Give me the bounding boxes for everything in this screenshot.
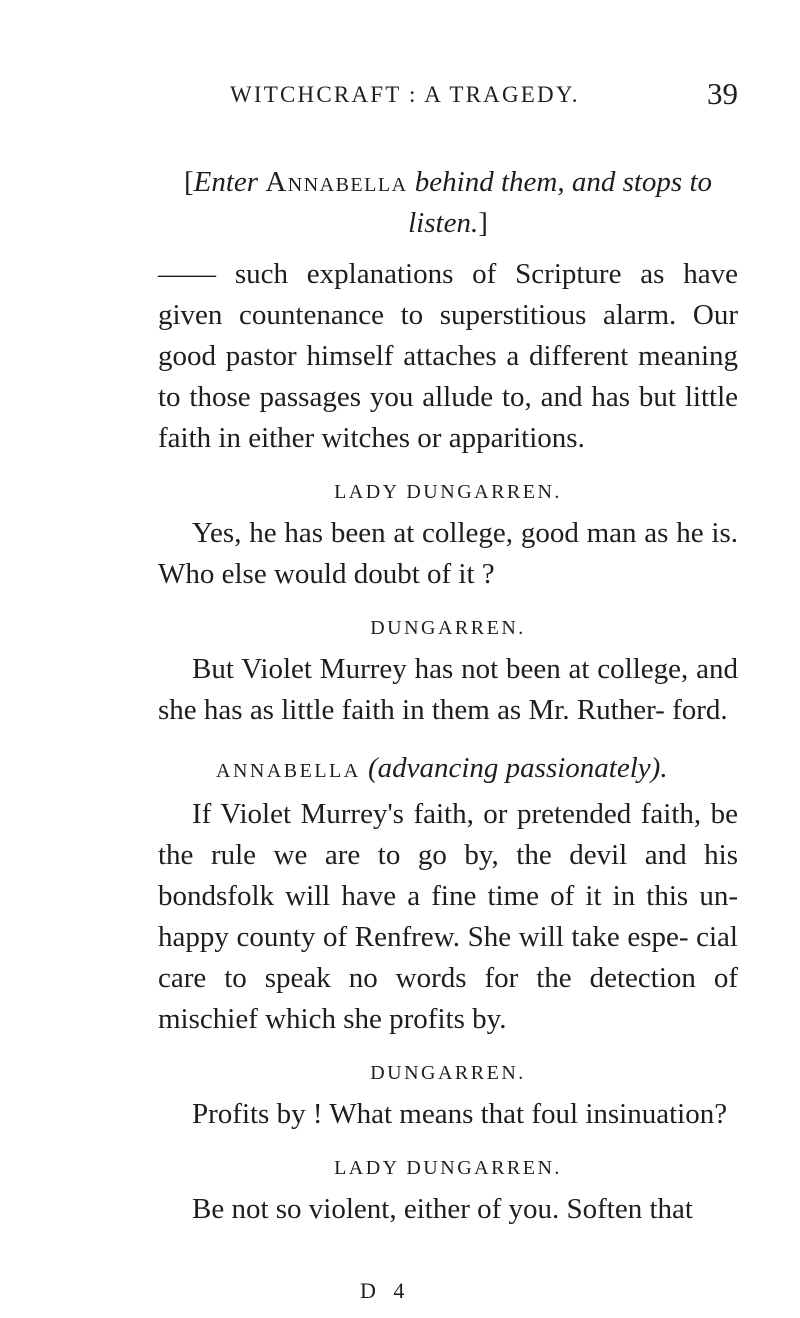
- stage-direction-enter: Enter: [193, 166, 259, 198]
- page-header: [158, 78, 738, 118]
- speech-text: —— such explanations of Scripture as have given countenance to superstitious alarm. Our good pastor himself attaches a different meaning to those passages you allude to, and has but little faith in either witches or apparitions.: [158, 258, 738, 454]
- stage-direction-open-bracket: [: [183, 166, 194, 198]
- speaker-name: DUNGARREN.: [370, 617, 526, 639]
- speech-text: If Violet Murrey's faith, or pretended faith, be the rule we are to go by, the devil and his bondsfolk will have a fine time of it in this un- happy county of Renfrew. She will take espe- cial care to speak no words for the detection of mischief which she profits by.: [158, 798, 738, 1035]
- speech-text: Yes, he has been at college, good man as he is. Who else would doubt of it ?: [158, 517, 738, 590]
- stage-direction-name: Annabella: [265, 166, 408, 198]
- running-head: WITCHCRAFT : A TRAGEDY.: [230, 82, 580, 107]
- speech-text: But Violet Murrey has not been at college, and she has as little faith in them as Mr. Ruther- ford.: [158, 653, 738, 726]
- stage-direction: [158, 162, 738, 244]
- speaker-direction: (advancing passionately).: [367, 752, 668, 784]
- speaker-name: LADY DUNGARREN.: [334, 481, 562, 503]
- speaker-name: LADY DUNGARREN.: [334, 1157, 562, 1179]
- speaker-name: ANNABELLA: [216, 760, 361, 782]
- stage-direction-rest: behind them, and stops to listen.: [408, 166, 713, 239]
- speaker-name: DUNGARREN.: [370, 1062, 526, 1084]
- speech-text: Profits by ! What means that foul insinuation?: [192, 1098, 728, 1130]
- page-body: [158, 162, 738, 1230]
- signature-mark: D 4: [360, 1278, 411, 1303]
- speaker-heading: [158, 749, 738, 790]
- page-number: 39: [707, 76, 738, 111]
- speech-text: Be not so violent, either of you. Soften that: [192, 1193, 693, 1225]
- stage-direction-close-bracket: ]: [478, 207, 488, 239]
